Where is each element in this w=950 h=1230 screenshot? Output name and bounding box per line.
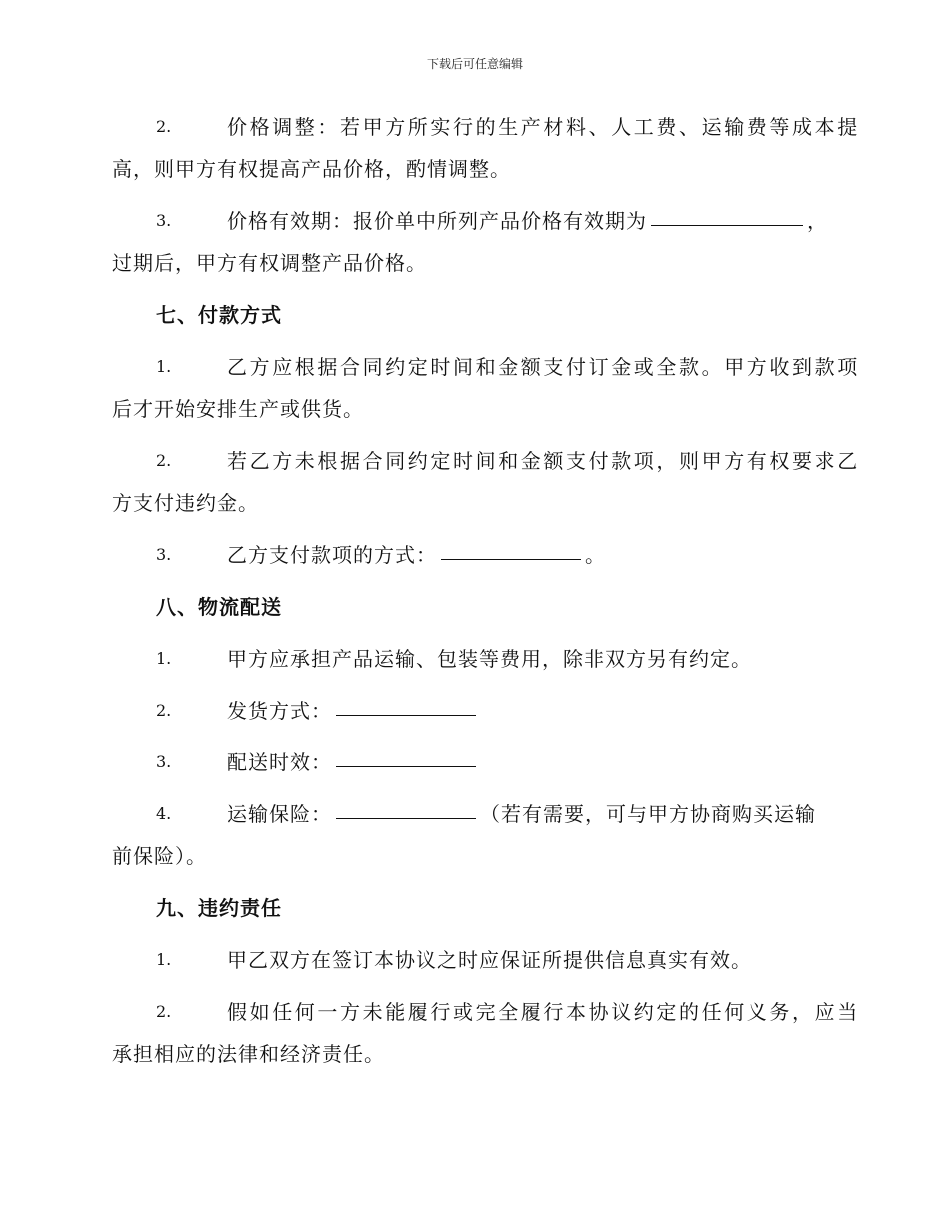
item-text: ， [807, 209, 828, 233]
item-number: 2. [156, 1002, 172, 1021]
item-text-line [227, 200, 828, 242]
fill-in-blank[interactable] [651, 224, 803, 226]
fill-in-blank[interactable] [336, 817, 476, 819]
fill-in-blank[interactable] [336, 714, 476, 716]
item-number: 1. [156, 950, 172, 969]
item-text: 价格有效期：报价单中所列产品价格有效期为 [227, 209, 647, 233]
section-title: 九、违约责任 [156, 896, 282, 920]
item-number: 3. [156, 545, 172, 564]
item-label: 运输保险： [227, 802, 332, 826]
item-text: 。 [585, 543, 606, 567]
item-text: 高，则甲方有权提高产品价格，酌情调整。 [112, 157, 511, 181]
item-text: 前保险）。 [112, 844, 207, 868]
item-number: 3. [156, 752, 172, 771]
page-header: 下载后可任意编辑 [426, 57, 523, 71]
item-label: 配送时效： [227, 750, 332, 774]
item-text-line [227, 690, 480, 732]
section-title: 七、付款方式 [156, 303, 282, 327]
item-text: （若有需要，可与甲方协商购买运输 [480, 802, 816, 826]
item-text: 价格调整：若甲方所实行的生产材料、人工费、运输费等成本提 [227, 115, 860, 139]
item-text: 若乙方未根据合同约定时间和金额支付款项，则甲方有权要求乙 [227, 449, 860, 473]
item-number: 3. [156, 211, 172, 230]
section-title: 八、物流配送 [156, 595, 282, 619]
item-number: 2. [156, 117, 172, 136]
item-number: 2. [156, 701, 172, 720]
item-text: 甲乙双方在签订本协议之时应保证所提供信息真实有效。 [227, 948, 752, 972]
item-text: 甲方应承担产品运输、包装等费用，除非双方另有约定。 [227, 647, 752, 671]
fill-in-blank[interactable] [441, 558, 581, 560]
item-text-line [227, 534, 606, 576]
item-text: 乙方支付款项的方式： [227, 543, 437, 567]
item-text: 方支付违约金。 [112, 491, 259, 515]
item-text: 乙方应根据合同约定时间和金额支付订金或全款。甲方收到款项 [227, 355, 860, 379]
item-number: 4. [156, 804, 172, 823]
item-number: 1. [156, 649, 172, 668]
fill-in-blank[interactable] [336, 765, 476, 767]
item-number: 1. [156, 357, 172, 376]
item-text-line [227, 741, 480, 783]
item-text: 承担相应的法律和经济责任。 [112, 1042, 385, 1066]
item-label: 发货方式： [227, 699, 332, 723]
item-text-line [227, 793, 816, 835]
item-text: 假如任何一方未能履行或完全履行本协议约定的任何义务，应当 [227, 1000, 860, 1024]
item-number: 2. [156, 451, 172, 470]
item-text: 过期后，甲方有权调整产品价格。 [112, 251, 427, 275]
item-text: 后才开始安排生产或供货。 [112, 397, 364, 421]
